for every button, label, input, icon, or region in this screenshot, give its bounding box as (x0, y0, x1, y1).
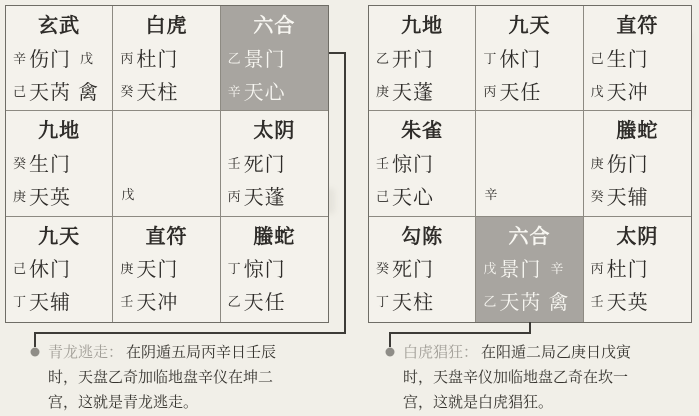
star-name: 天蓬 (243, 186, 286, 209)
deity-name: 直符 (145, 225, 188, 248)
palace-cell (584, 217, 691, 322)
caption-left-text3: 宫，这就是青龙逃走。 (48, 395, 199, 411)
gate-name: 天门 (136, 259, 179, 282)
deity-name: 螣蛇 (616, 120, 659, 143)
gate-heaven-stem: 丙 (590, 261, 604, 277)
star-name: 天冲 (136, 292, 179, 315)
caption-right-label: 白虎猖狂： (403, 345, 479, 361)
star-name: 天冲 (606, 81, 649, 104)
gate-row (476, 42, 582, 72)
palace-cell-highlighted (476, 217, 583, 322)
star-heaven-stem: 戊 (590, 83, 604, 99)
star-name: 天英 (29, 186, 71, 209)
gate-name: 开门 (392, 48, 434, 71)
star-row (113, 75, 219, 105)
gate-heaven-stem: 丁 (227, 261, 241, 277)
star-row (476, 75, 582, 105)
deity-name: 直符 (616, 15, 659, 37)
star-name: 天辅 (606, 186, 649, 209)
deity-name: 九天 (508, 15, 551, 37)
deity-name: 太阴 (616, 225, 659, 248)
caption-left-text1: 在阴遁五局丙辛日壬辰 (126, 345, 277, 361)
gate-row (369, 42, 475, 72)
star-row (369, 286, 475, 316)
star-row (221, 286, 328, 316)
star-row (369, 180, 475, 210)
star-heaven-stem: 庚 (13, 188, 27, 204)
star-heaven-stem: 辛 (227, 83, 241, 99)
star-name: 天英 (606, 292, 649, 315)
gate-name: 杜门 (136, 48, 179, 71)
gate-name: 休门 (499, 48, 542, 71)
palace-cell (476, 111, 583, 216)
star-heaven-stem: 壬 (590, 294, 604, 310)
star-row (584, 286, 691, 316)
gate-extra-stem: 辛 (550, 261, 564, 277)
gate-heaven-stem: 丙 (120, 50, 134, 66)
center-palace-stem: 辛 (484, 186, 498, 202)
star-name: 天任 (243, 292, 286, 315)
star-name: 天心 (243, 81, 286, 104)
qimen-chart-right (368, 5, 692, 323)
star-name: 天芮 (29, 81, 71, 104)
star-heaven-stem: 癸 (590, 188, 604, 204)
gate-name: 生门 (606, 48, 649, 71)
star-extra-qin: 禽 (548, 292, 569, 315)
caption-bullet-right (386, 348, 395, 357)
star-heaven-stem: 丁 (376, 294, 390, 310)
palace-cell (221, 111, 328, 216)
gate-row (369, 253, 475, 283)
star-row (584, 180, 691, 210)
deity-name: 九地 (38, 120, 81, 143)
gate-row (221, 253, 328, 283)
star-name: 天柱 (392, 292, 434, 315)
star-extra-qin: 禽 (78, 81, 98, 104)
star-row (6, 180, 112, 210)
gate-name: 杜门 (606, 259, 649, 282)
gate-name: 景门 (499, 259, 542, 282)
star-heaven-stem: 己 (13, 83, 27, 99)
gate-name: 死门 (392, 259, 434, 282)
gate-heaven-stem: 癸 (13, 155, 27, 171)
palace-cell (6, 111, 113, 216)
deity-name: 六合 (253, 15, 296, 37)
gate-name: 伤门 (29, 48, 71, 71)
gate-row (6, 42, 112, 72)
palace-cell (584, 6, 691, 111)
gate-heaven-stem: 癸 (376, 261, 390, 277)
gate-row (584, 42, 691, 72)
gate-heaven-stem: 庚 (120, 261, 134, 277)
gate-row (6, 253, 112, 283)
star-name: 天芮 (499, 292, 542, 315)
center-palace-stem: 戊 (121, 186, 135, 202)
star-heaven-stem: 丙 (227, 188, 241, 204)
gate-row (369, 147, 475, 177)
gate-name: 死门 (243, 153, 286, 176)
gate-row (113, 253, 219, 283)
caption-right-line1 (403, 341, 699, 366)
caption-left-label: 青龙逃走： (48, 345, 124, 361)
caption-right-text2: 时，天盘辛仪加临地盘乙奇在坎一 (403, 370, 629, 386)
gate-heaven-stem: 壬 (376, 155, 390, 171)
caption-right (403, 341, 699, 416)
star-row (369, 75, 475, 105)
palace-cell (221, 217, 328, 322)
deity-name: 六合 (508, 225, 551, 248)
gate-heaven-stem: 壬 (227, 155, 241, 171)
star-row (584, 75, 691, 105)
star-row (6, 75, 112, 105)
gate-extra-stem: 戊 (80, 50, 94, 66)
gate-heaven-stem: 己 (590, 50, 604, 66)
deity-name: 白虎 (145, 15, 188, 37)
deity-name: 朱雀 (401, 120, 444, 143)
palace-cell (584, 111, 691, 216)
palace-cell (476, 6, 583, 111)
gate-name: 景门 (243, 48, 286, 71)
star-name: 天心 (392, 186, 434, 209)
star-row (6, 286, 112, 316)
caption-left-line1 (48, 341, 348, 366)
star-heaven-stem: 癸 (120, 83, 134, 99)
deity-name: 勾陈 (401, 225, 444, 248)
gate-name: 惊门 (243, 259, 286, 282)
palace-cell (369, 217, 476, 322)
gate-row (113, 42, 219, 72)
palace-cell (113, 6, 220, 111)
deity-name: 玄武 (38, 15, 81, 37)
deity-name: 九天 (38, 225, 81, 248)
caption-right-text1: 在阳遁二局乙庚日戊寅 (481, 345, 632, 361)
palace-cell (113, 111, 220, 216)
palace-cell (113, 217, 220, 322)
star-heaven-stem: 壬 (120, 294, 134, 310)
palace-cell (369, 6, 476, 111)
gate-row (476, 253, 582, 283)
gate-heaven-stem: 辛 (13, 50, 27, 66)
gate-heaven-stem: 戊 (483, 261, 497, 277)
qimen-chart-left (5, 5, 329, 323)
star-name: 天蓬 (392, 81, 434, 104)
gate-name: 惊门 (392, 153, 434, 176)
star-heaven-stem: 乙 (227, 294, 241, 310)
deity-name: 太阴 (253, 120, 296, 143)
palace-cell (6, 6, 113, 111)
caption-right-text3: 宫，这就是白虎猖狂。 (403, 395, 554, 411)
star-row (221, 180, 328, 210)
gate-row (221, 42, 328, 72)
gate-heaven-stem: 乙 (227, 50, 241, 66)
gate-row (584, 147, 691, 177)
star-row (476, 286, 582, 316)
star-row (113, 286, 219, 316)
star-heaven-stem: 己 (376, 188, 390, 204)
star-name: 天柱 (136, 81, 179, 104)
palace-cell (369, 111, 476, 216)
star-name: 天辅 (29, 292, 71, 315)
deity-name: 九地 (401, 15, 444, 37)
star-name: 天任 (499, 81, 542, 104)
gate-row (6, 147, 112, 177)
star-heaven-stem: 庚 (376, 83, 390, 99)
gate-row (221, 147, 328, 177)
star-heaven-stem: 乙 (483, 294, 497, 310)
caption-bullet-left (31, 348, 40, 357)
palace-cell (6, 217, 113, 322)
gate-heaven-stem: 丁 (483, 50, 497, 66)
gate-name: 生门 (29, 153, 71, 176)
star-row (221, 75, 328, 105)
deity-name: 螣蛇 (253, 225, 296, 248)
caption-left-text2: 时，天盘乙奇加临地盘辛仪在坤二 (48, 370, 274, 386)
gate-name: 伤门 (606, 153, 649, 176)
star-heaven-stem: 丙 (483, 83, 497, 99)
gate-heaven-stem: 乙 (376, 50, 390, 66)
palace-cell-highlighted (221, 6, 328, 111)
gate-heaven-stem: 庚 (590, 155, 604, 171)
gate-row (584, 253, 691, 283)
caption-left (48, 341, 348, 416)
gate-heaven-stem: 己 (13, 261, 27, 277)
gate-name: 休门 (29, 259, 71, 282)
star-heaven-stem: 丁 (13, 294, 27, 310)
